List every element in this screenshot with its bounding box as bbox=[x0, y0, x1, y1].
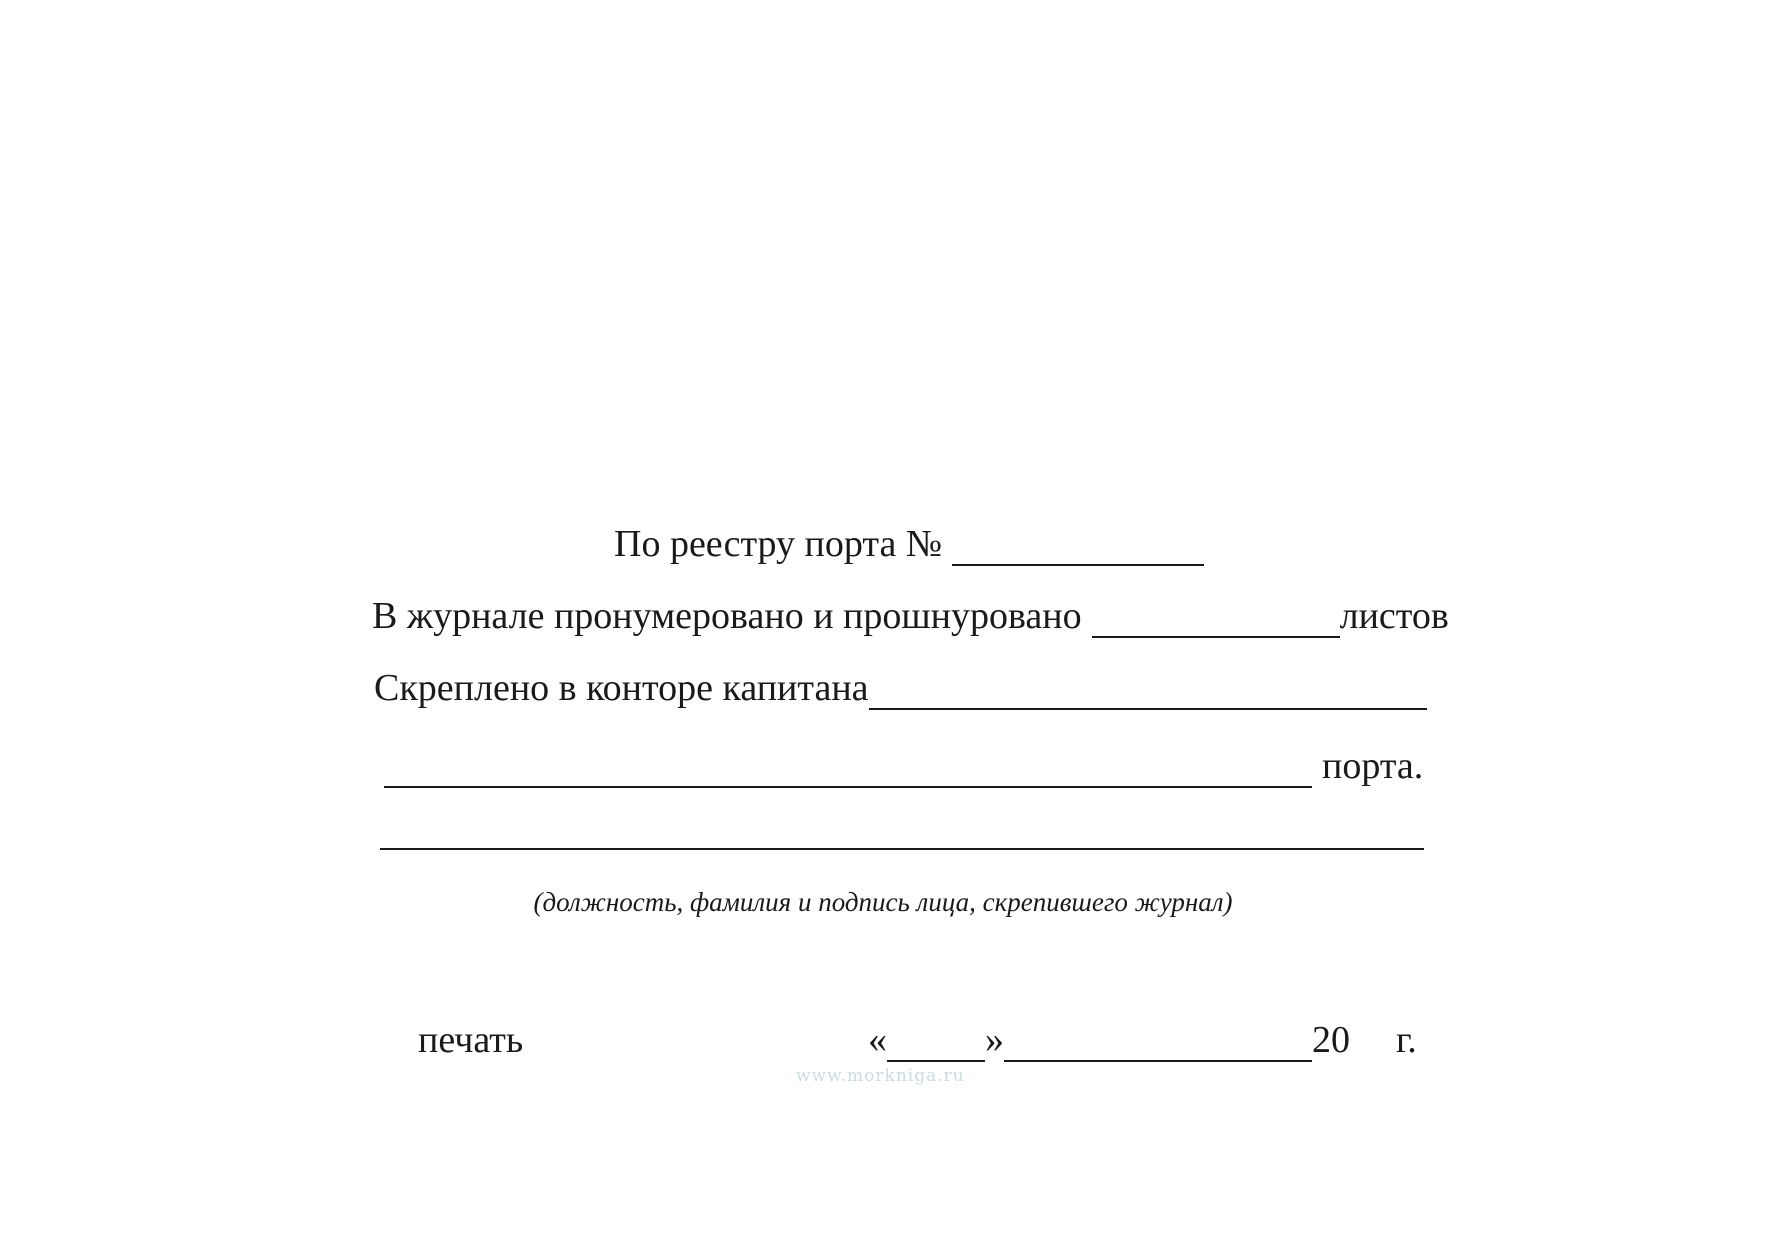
signature-caption: (должность, фамилия и подпись лица, скрепившего журнал) bbox=[533, 887, 1233, 917]
year-blank[interactable] bbox=[1350, 1024, 1396, 1062]
sheets-label: В журнале пронумеровано и прошнуровано bbox=[372, 595, 1082, 637]
registry-line bbox=[614, 522, 1204, 566]
seal-text: печать bbox=[418, 1019, 524, 1061]
sheets-suffix: листов bbox=[1339, 595, 1449, 637]
sheets-count-blank[interactable] bbox=[1092, 600, 1340, 638]
date-open-quote: « bbox=[868, 1019, 887, 1061]
signature-line bbox=[380, 812, 1424, 850]
month-blank[interactable] bbox=[1004, 1024, 1312, 1062]
date-line bbox=[868, 1018, 1417, 1062]
port-suffix: порта. bbox=[1322, 745, 1424, 787]
watermark: www.morkniga.ru bbox=[796, 1066, 965, 1086]
date-close-quote: » bbox=[985, 1019, 1004, 1061]
office-blank[interactable] bbox=[869, 672, 1427, 710]
year-suffix: г. bbox=[1396, 1019, 1417, 1061]
signature-blank[interactable] bbox=[380, 812, 1424, 850]
registry-number-blank[interactable] bbox=[952, 528, 1204, 566]
office-line bbox=[374, 666, 1427, 710]
port-line bbox=[384, 744, 1423, 788]
registry-label: По реестру порта № bbox=[614, 523, 943, 565]
day-blank[interactable] bbox=[887, 1024, 985, 1062]
port-name-blank[interactable] bbox=[384, 750, 1312, 788]
office-label: Скреплено в конторе капитана bbox=[374, 667, 869, 709]
year-prefix: 20 bbox=[1312, 1019, 1350, 1061]
seal-label bbox=[418, 1018, 523, 1062]
sheets-line bbox=[372, 594, 1449, 638]
